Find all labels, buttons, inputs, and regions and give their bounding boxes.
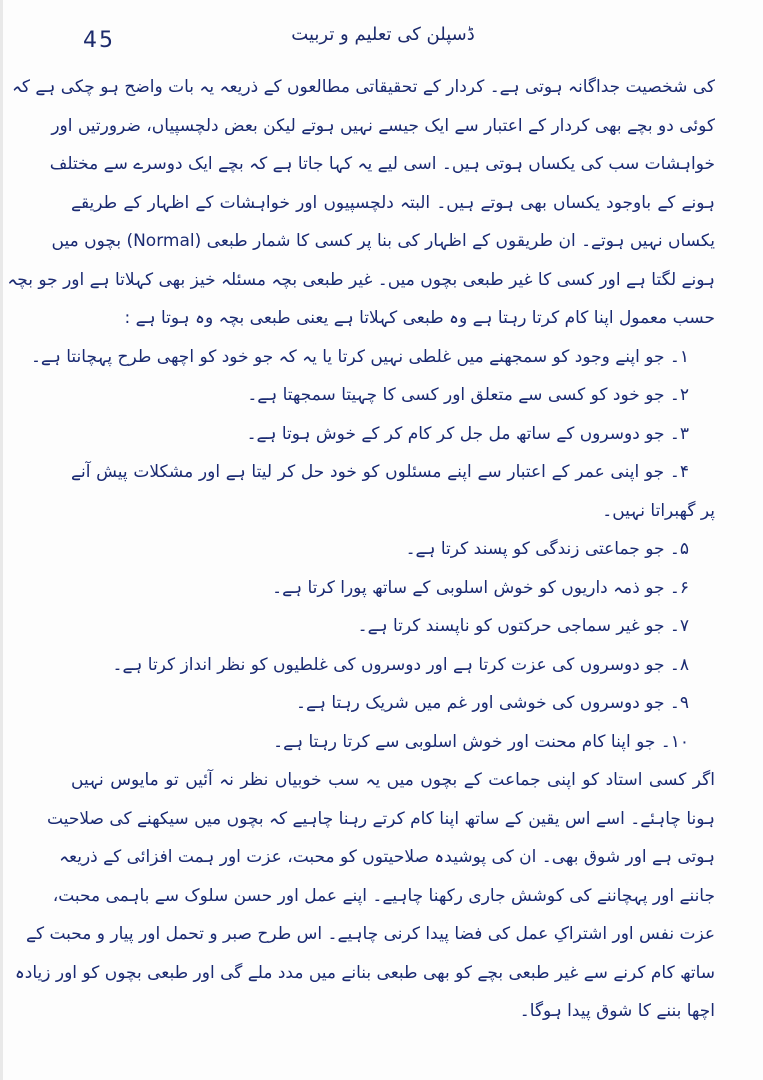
text-line: ہونا چاہئے۔ اسے اس یقین کے ساتھ اپنا کام کرتے رہنا چاہیے کہ بچوں میں سیکھنے کی صلاحیت: [47, 808, 715, 829]
list-item: ۱۰۔ جو اپنا کام محنت اور خوش اسلوبی سے کرتا رہتا ہے۔: [273, 731, 689, 752]
text-line: ساتھ کام کرنے سے غیر طبعی بچے کو بھی طبعی بنانے میں مدد ملے گی اور طبعی بچوں کو اور زیادہ: [14, 962, 715, 983]
text-line: یکساں نہیں ہوتے۔ ان طریقوں کے اظہار کی بنا پر کسی کا شمار طبعی (Normal) بچوں میں: [51, 231, 715, 251]
text-line: کی شخصیت جداگانہ ہوتی ہے۔ کردار کے تحقیقاتی مطالعوں کے ذریعہ یہ بات واضح ہو چکی ہے کہ: [11, 77, 715, 97]
text-line: خواہشات سب کی یکساں ہوتی ہیں۔ اسی لیے یہ کہا جاتا ہے کہ بچے ایک دوسرے سے مختلف: [49, 154, 715, 174]
body-text: [7, 68, 715, 1031]
text-line: کوئی دو بچے بھی کردار کے اعتبار سے ایک جیسے نہیں ہوتے لیکن بعض دلچسپیاں، ضرورتیں اور: [51, 115, 715, 136]
traits-list: [30, 338, 715, 762]
page-number: 45: [83, 28, 115, 53]
list-item: ۴۔ جو اپنی عمر کے اعتبار سے اپنے مسئلوں کو خود حل کر لیتا ہے اور مشکلات پیش آنے: [71, 462, 689, 482]
list-item-continuation: پر گھبراتا نہیں۔: [602, 500, 715, 521]
intro-paragraph: [7, 68, 715, 338]
list-item: ۱۔ جو اپنے وجود کو سمجھنے میں غلطی نہیں کرتا یا یہ کہ جو خود کو اچھی طرح پہچانتا ہے۔: [30, 346, 689, 367]
page-header: [43, 20, 723, 60]
text-line: ہوتی ہے اور شوق بھی۔ ان کی پوشیدہ صلاحیتوں کو محبت، عزت اور ہمت افزائی کے ذریعہ: [59, 847, 715, 867]
list-item: ۸۔ جو دوسروں کی عزت کرتا ہے اور دوسروں کی غلطیوں کو نظر انداز کرتا ہے۔: [112, 654, 689, 675]
text-line: اگر کسی استاد کو اپنی جماعت کے بچوں میں یہ سب خوبیاں نظر نہ آئیں تو مایوس نہیں: [71, 770, 715, 790]
list-item: ۳۔ جو دوسروں کے ساتھ مل جل کر کام کر کے خوش ہوتا ہے۔: [246, 423, 689, 444]
list-item: ۷۔ جو غیر سماجی حرکتوں کو ناپسند کرتا ہے۔: [357, 616, 689, 636]
text-line: اچھا بننے کا شوق پیدا ہوگا۔: [519, 1001, 715, 1021]
text-line: عزت نفس اور اشتراکِ عمل کی فضا پیدا کرنی چاہیے۔ اس طرح صبر و تحمل اور پیار و محبت کے: [26, 924, 715, 944]
text-line: جاننے اور پہچاننے کی کوشش جاری رکھنا چاہیے۔ اپنے عمل اور حسن سلوک سے باہمی محبت،: [52, 885, 715, 906]
list-item: ۲۔ جو خود کو کسی سے متعلق اور کسی کا چہیتا سمجھتا ہے۔: [247, 385, 689, 405]
text-line: ہونے کے باوجود یکساں بھی ہوتے ہیں۔ البتہ دلچسپیوں اور خواہشات کے اظہار کے طریقے: [71, 192, 715, 213]
text-line: حسب معمول اپنا کام کرتا رہتا ہے وہ طبعی کہلاتا ہے یعنی طبعی بچہ وہ ہوتا ہے :: [124, 308, 715, 328]
text-line: ہونے لگتا ہے اور کسی کا غیر طبعی بچوں میں۔ غیر طبعی بچہ مسئلہ خیز بھی کہلاتا ہے اور جو بچہ: [7, 269, 715, 290]
running-head: ڈسپلن کی تعلیم و تربیت: [291, 24, 475, 45]
closing-paragraph: [14, 761, 715, 1031]
list-item: ۹۔ جو دوسروں کی خوشی اور غم میں شریک رہتا ہے۔: [296, 693, 689, 713]
list-item: ۵۔ جو جماعتی زندگی کو پسند کرتا ہے۔: [405, 539, 689, 559]
list-item: ۶۔ جو ذمہ داریوں کو خوش اسلوبی کے ساتھ پورا کرتا ہے۔: [272, 577, 689, 598]
